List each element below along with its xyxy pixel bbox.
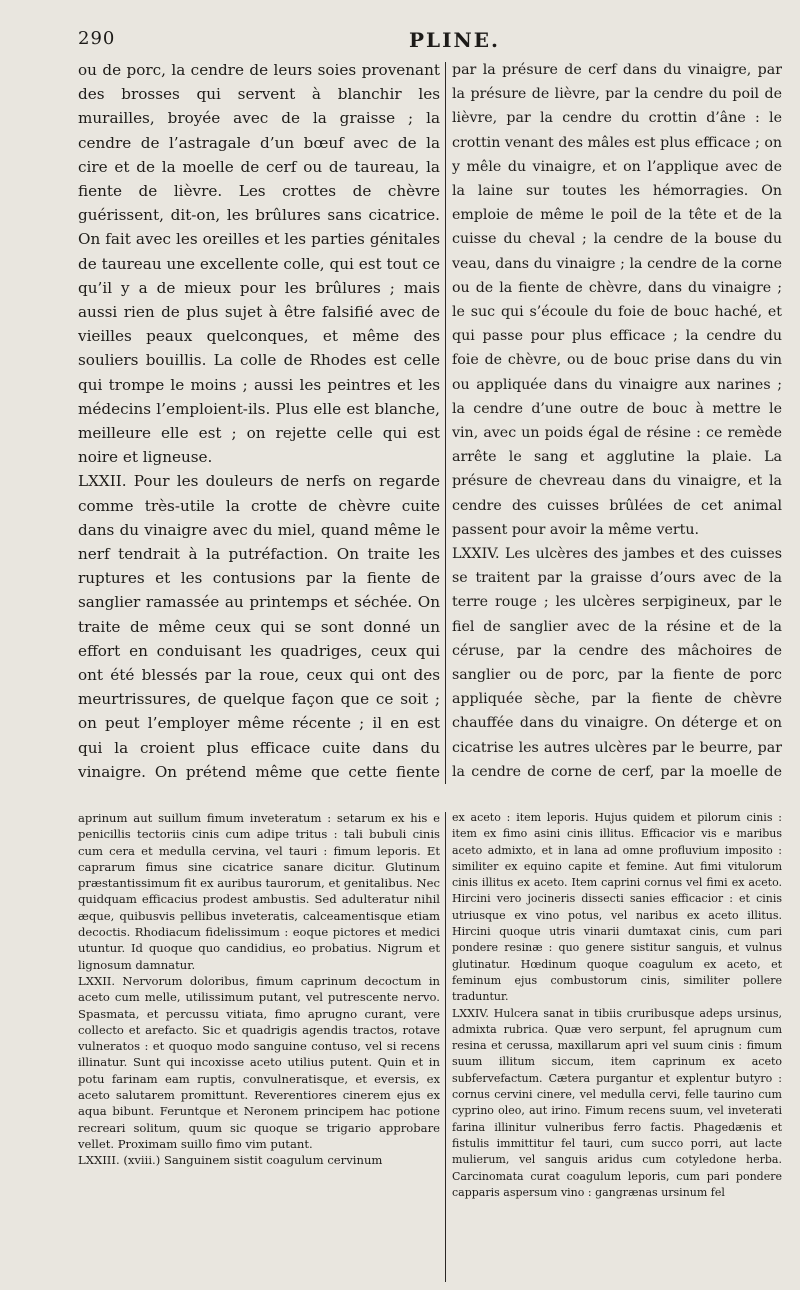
running-title: PLINE. [409, 28, 500, 52]
latin-paragraph-lxxiii [78, 1152, 440, 1168]
column-divider-latin [445, 812, 446, 1282]
paragraph-text: LXXII. Nervorum doloribus, fimum caprinum decoctum in aceto cum melle, utilissimum putant, vel putrescente nervo. Spasmata, et percussu vitiata, fimo aprugno curant, vere collecto et arefacto. Sic et quadrigis agendis tractos, rotave vulneratos : et quoquo modo sanguine contuso, vel si recens illinatur. Sunt qui incoxisse aceto utilius putent. Quin et in potu farinam eam ruptis, convulneratisque, et eversis, ex aceto salutarem promittunt. Reverentiores cinerem ejus ex aqua bibunt. Feruntque et Neronem principem hac potione recreari solitum, quum sic quoque se trigario approbare vellet. Proximam suillo fimo vim putant. [78, 973, 440, 1151]
latin-column-left [78, 810, 440, 1290]
french-column-left [78, 58, 440, 786]
french-paragraph-lxxiv [452, 542, 782, 786]
paragraph-text: LXXII. Pour les douleurs de nerfs on regarde comme très-utile la crotte de chèvre cuite dans du vinaigre avec du miel, quand même le nerf tendrait à la putréfaction. On traite les ruptures et les contusions par la fiente de sanglier ramassée au printemps et séchée. On traite de même ceux qui se sont donné un effort en conduisant les quadriges, ceux qui ont été blessés par la roue, ceux qui ont des meurtrissures, de quelque façon que ce soit ; on peut l’employer même récente ; il en est qui la croient plus efficace cuite dans du vinaigre. On prétend même que cette fiente [78, 472, 440, 781]
paragraph-text: aprinum aut suillum fimum inveteratum : setarum ex his e penicillis tectoriis cinis cum adipe tritus : tali bubuli cinis cum cera et medulla cervina, vel tauri : fimum leporis. Et caprarum fimus sine cicatrice sanare dicitur. Glutinum præstantissimum fit ex auribus taurorum, et genitalibus. Nec quidquam efficacius prodest ambustis. Sed adulteratur nihil æque, quibusvis pellibus inveteratis, calceamentisque etiam decoctis. Rhodiacum fidelissimum : eoque pictores et medici utuntur. Id quoque quo candidius, eo probatius. Nigrum et lignosum damnatur. [78, 811, 440, 972]
paragraph-text: LXXIV. Les ulcères des jambes et des cuisses se traitent par la graisse d’ours avec de la terre rouge ; les ulcères serpigineux, par le fiel de sanglier avec de la résine et de la céruse, par la cendre des mâchoires de sanglier ou de porc, par la fiente de porc appliquée sèche, par la fiente de chèvre chauffée dans du vinaigre. On déterge et on cicatrise les autres ulcères par le beurre, par la cendre de corne de cerf, par la moelle de [452, 546, 782, 780]
column-divider-french [445, 62, 446, 784]
french-paragraph [452, 58, 782, 542]
paragraph-text: LXXIII. (xviii.) Sanguinem sistit coagulum cervinum [78, 1153, 383, 1168]
latin-paragraph [78, 810, 440, 973]
french-paragraph [78, 58, 440, 469]
latin-paragraph-lxxiv [452, 1006, 782, 1202]
french-column-right [452, 58, 782, 786]
paragraph-text: ex aceto : item leporis. Hujus quidem et pilorum cinis : item ex fimo asini cinis illitus. Efficacior vis e maribus aceto admixto, et in lana ad omne profluvium imposito : similiter ex equino capite et femine. Aut fimi vitulorum cinis illitus ex aceto. Item caprini cornus vel fimi ex aceto. Hircini vero jocineris dissecti sanies efficacior : et cinis utriusque ex vino potus, vel naribus ex aceto illitus. Hircini quoque utris vinarii dumtaxat cinis, cum pari pondere resinæ : quo genere sistitur sanguis, et vulnus glutinatur. Hœdinum quoque coagulum ex aceto, et feminum ejus combustorum cinis, similiter pollere traduntur. [452, 811, 782, 1004]
latin-paragraph [452, 810, 782, 1006]
french-paragraph-lxxii [78, 469, 440, 786]
paragraph-text: par la présure de cerf dans du vinaigre, par la présure de lièvre, par la cendre du poil de lièvre, par la cendre du crottin d’âne : le crottin venant des mâles est plus efficace ; on y mêle du vinaigre, et on l’applique avec de la laine sur toutes les hémorragies. On emploie de même le poil de la tête et de la cuisse du cheval ; la cendre de la bouse du veau, dans du vinaigre ; la cendre de la corne ou de la fiente de chèvre, dans du vinaigre ; le suc qui s’écoule du foie de bouc haché, et qui passe pour plus efficace ; la cendre du foie de chèvre, ou de bouc prise dans du vin ou appliquée dans du vinaigre aux narines ; la cendre d’une outre de bouc à mettre le vin, avec un poids égal de résine : ce remède arrête le sang et agglutine la plaie. La présure de chevreau dans du vinaigre, et la cendre des cuisses brûlées de cet animal passent pour avoir la même vertu. [452, 62, 782, 538]
paragraph-text: LXXIV. Hulcera sanat in tibiis cruribusque adeps ursinus, admixta rubrica. Quæ vero serpunt, fel aprugnum cum resina et cerussa, maxillarum apri vel suum cinis : fimum suum illitum siccum, item caprinum ex aceto subfervefactum. Cætera purgantur et explentur butyro : cornus cervini cinere, vel medulla cervi, felle taurino cum cyprino oleo, aut irino. Fimum recens suum, vel inveterati farina illinitur vulneribus ferro factis. Phagedænis et fistulis immittitur fel tauri, cum succo porri, aut lacte mulierum, vel sanguis aridus cum cotyledone herba. Carcinomata curat coagulum leporis, cum pari pondere capparis aspersum vino : gangrænas ursinum fel [452, 1006, 782, 1199]
page-header [78, 28, 778, 56]
latin-column-right [452, 810, 782, 1290]
latin-paragraph-lxxii [78, 973, 440, 1152]
paragraph-text: ou de porc, la cendre de leurs soies provenant des brosses qui servent à blanchir les murailles, broyée avec de la graisse ; la cendre de l’astragale d’un bœuf avec de la cire et de la moelle de cerf ou de taureau, la fiente de lièvre. Les crottes de chèvre guérissent, dit-on, les brûlures sans cicatrice. On fait avec les oreilles et les parties génitales de taureau une excellente colle, qui est tout ce qu’il y a de mieux pour les brûlures ; mais aussi rien de plus sujet à être falsifié avec de vieilles peaux quelconques, et même des souliers bouillis. La colle de Rhodes est celle qui trompe le moins ; aussi les peintres et les médecins l’emploient-ils. Plus elle est blanche, meilleure elle est ; on rejette celle qui est noire et ligneuse. [78, 61, 440, 467]
page-number: 290 [78, 28, 116, 49]
